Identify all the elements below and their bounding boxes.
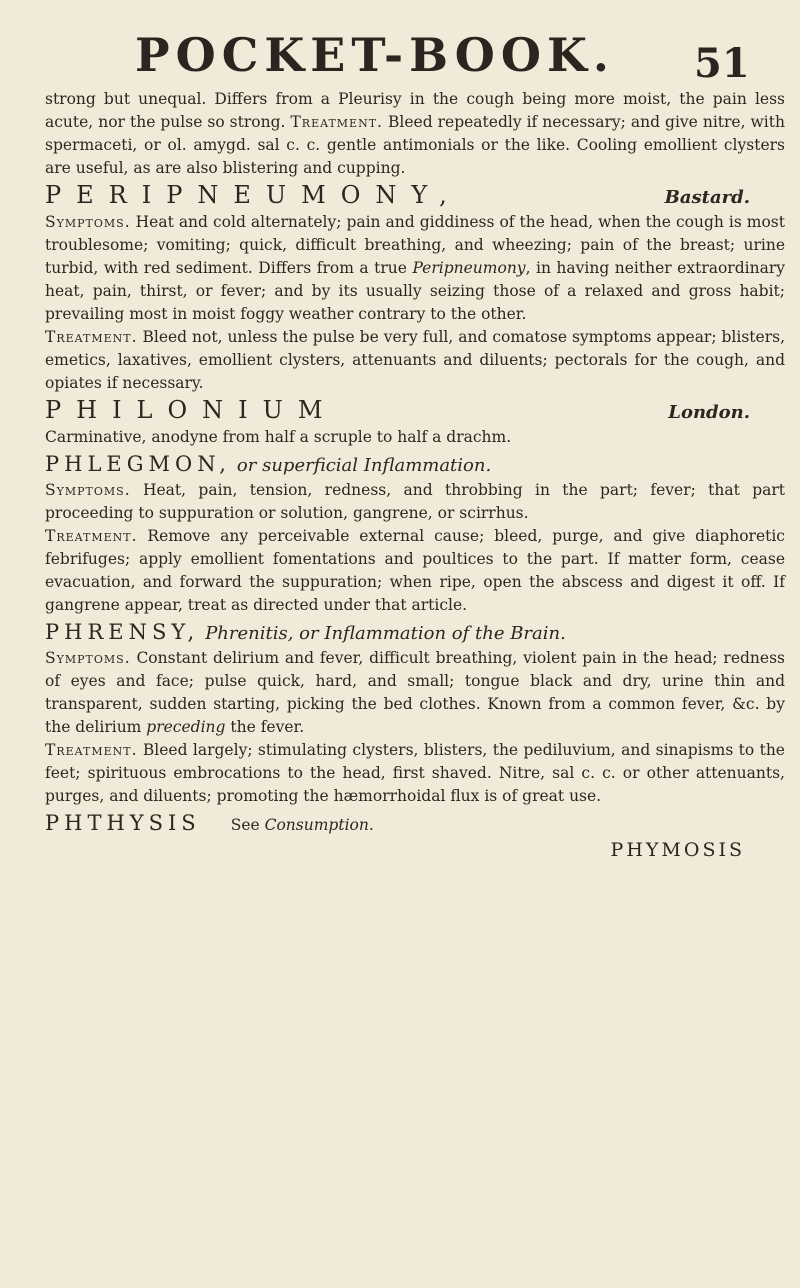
page-number: 51 (694, 40, 750, 87)
peripneumony-body (45, 211, 785, 395)
phlegmon-symptoms: Heat, pain, tension, redness, and throbbing in the part; fever; that part proceeding to suppuration or solution, gangrene, or scirrhus. (45, 481, 785, 522)
phrensy-body (45, 647, 785, 808)
entry-subtitle-phrensy: Phrenitis, or Inflammation of the Brain. (205, 623, 566, 644)
phrensy-symptoms: Constant delirium and fever, difficult breathing, violent pain in the head; redness of eyes and face; pulse quick, hard, and small; tongue black and dry, urine thin and transparent, sudden starting, picking the bed clothes. Known from a common fever, &c. by the delirium preceding the fever. (45, 649, 785, 736)
peripneumony-treatment: Bleed not, unless the pulse be very full, and comatose symptoms appear; blisters, emetics, laxatives, emollient clysters, attenuants and diluents; pectorals for the cough, and opiates if necessary. (45, 328, 785, 392)
catchword: PHYMOSIS (610, 839, 745, 861)
phlegmon-body (45, 479, 785, 617)
entry-heading-phrensy (45, 621, 785, 645)
entry-tag-bastard: Bastard. (664, 187, 750, 208)
treatment-label: Treatment. (45, 527, 138, 545)
entry-subtitle-phlegmon: or superficial Inflammation. (236, 455, 492, 476)
entry-title-phlegmon: PHLEGMON, (45, 452, 231, 476)
philonium-body: Carminative, anodyne from half a scruple to half a drachm. (45, 428, 512, 446)
treatment-label: Treatment. (290, 113, 383, 131)
treatment-label: Treatment. (45, 741, 138, 759)
pleurisy-text: strong but unequal. Differs from a Pleurisy in the cough being more moist, the pain less acute, nor the pulse so strong. (45, 90, 785, 131)
entry-title-phthysis: PHTHYSIS (45, 811, 201, 835)
entry-title-peripneumony: PERIPNEUMONY, (45, 181, 462, 209)
dictionary-body (45, 88, 785, 862)
symptoms-label: Symptoms. (45, 213, 131, 231)
see-also-consumption: See Consumption. (230, 816, 374, 834)
pleurisy-continued (45, 88, 785, 180)
phrensy-treatment: Bleed largely; stimulating clysters, blisters, the pediluvium, and sinapisms to the feet; spirituous embrocations to the head, first shaved. Nitre, sal c. c. or other attenuants, purges, and diluents; promoting the hæmorrhoidal flux is of great use. (45, 741, 785, 805)
entry-heading-philonium (45, 396, 785, 424)
entry-tag-london: London. (668, 402, 750, 423)
peripneumony-symptoms: Heat and cold alternately; pain and giddiness of the head, when the cough is most troublesome; vomiting; quick, difficult breathing, and wheezing; pain of the breast; urine turbid, with red sediment. Differs from a true Peripneumony, in having neither extraordinary heat, pain, thirst, or fever; and by its usually seizing those of a relaxed and gross habit; prevailing most in moist foggy weather contrary to the other. (45, 213, 785, 323)
treatment-label: Treatment. (45, 328, 138, 346)
entry-heading-peripneumony (45, 181, 785, 209)
entry-title-phrensy: PHRENSY, (45, 620, 200, 644)
symptoms-label: Symptoms. (45, 649, 131, 667)
symptoms-label: Symptoms. (45, 481, 131, 499)
running-title: POCKET-BOOK. (135, 28, 615, 82)
entry-heading-phlegmon (45, 453, 785, 477)
pleurisy-treatment-text: Bleed repeatedly if necessary; and give nitre, with spermaceti, or ol. amygd. sal c. c. gentle antimonials or the like. Cooling emollient clysters are useful, as are also blistering and cupping. (45, 113, 785, 177)
entry-heading-phthysis (45, 812, 785, 837)
phlegmon-treatment: Remove any perceivable external cause; bleed, purge, and give diaphoretic febrifuges; apply emollient fomentations and poultices to the part. If matter form, cease evacuation, and forward the suppuration; when ripe, open the abscess and digest it off. If gangrene appear, treat as directed under that article. (45, 527, 785, 614)
entry-title-philonium: PHILONIUM (45, 396, 338, 424)
